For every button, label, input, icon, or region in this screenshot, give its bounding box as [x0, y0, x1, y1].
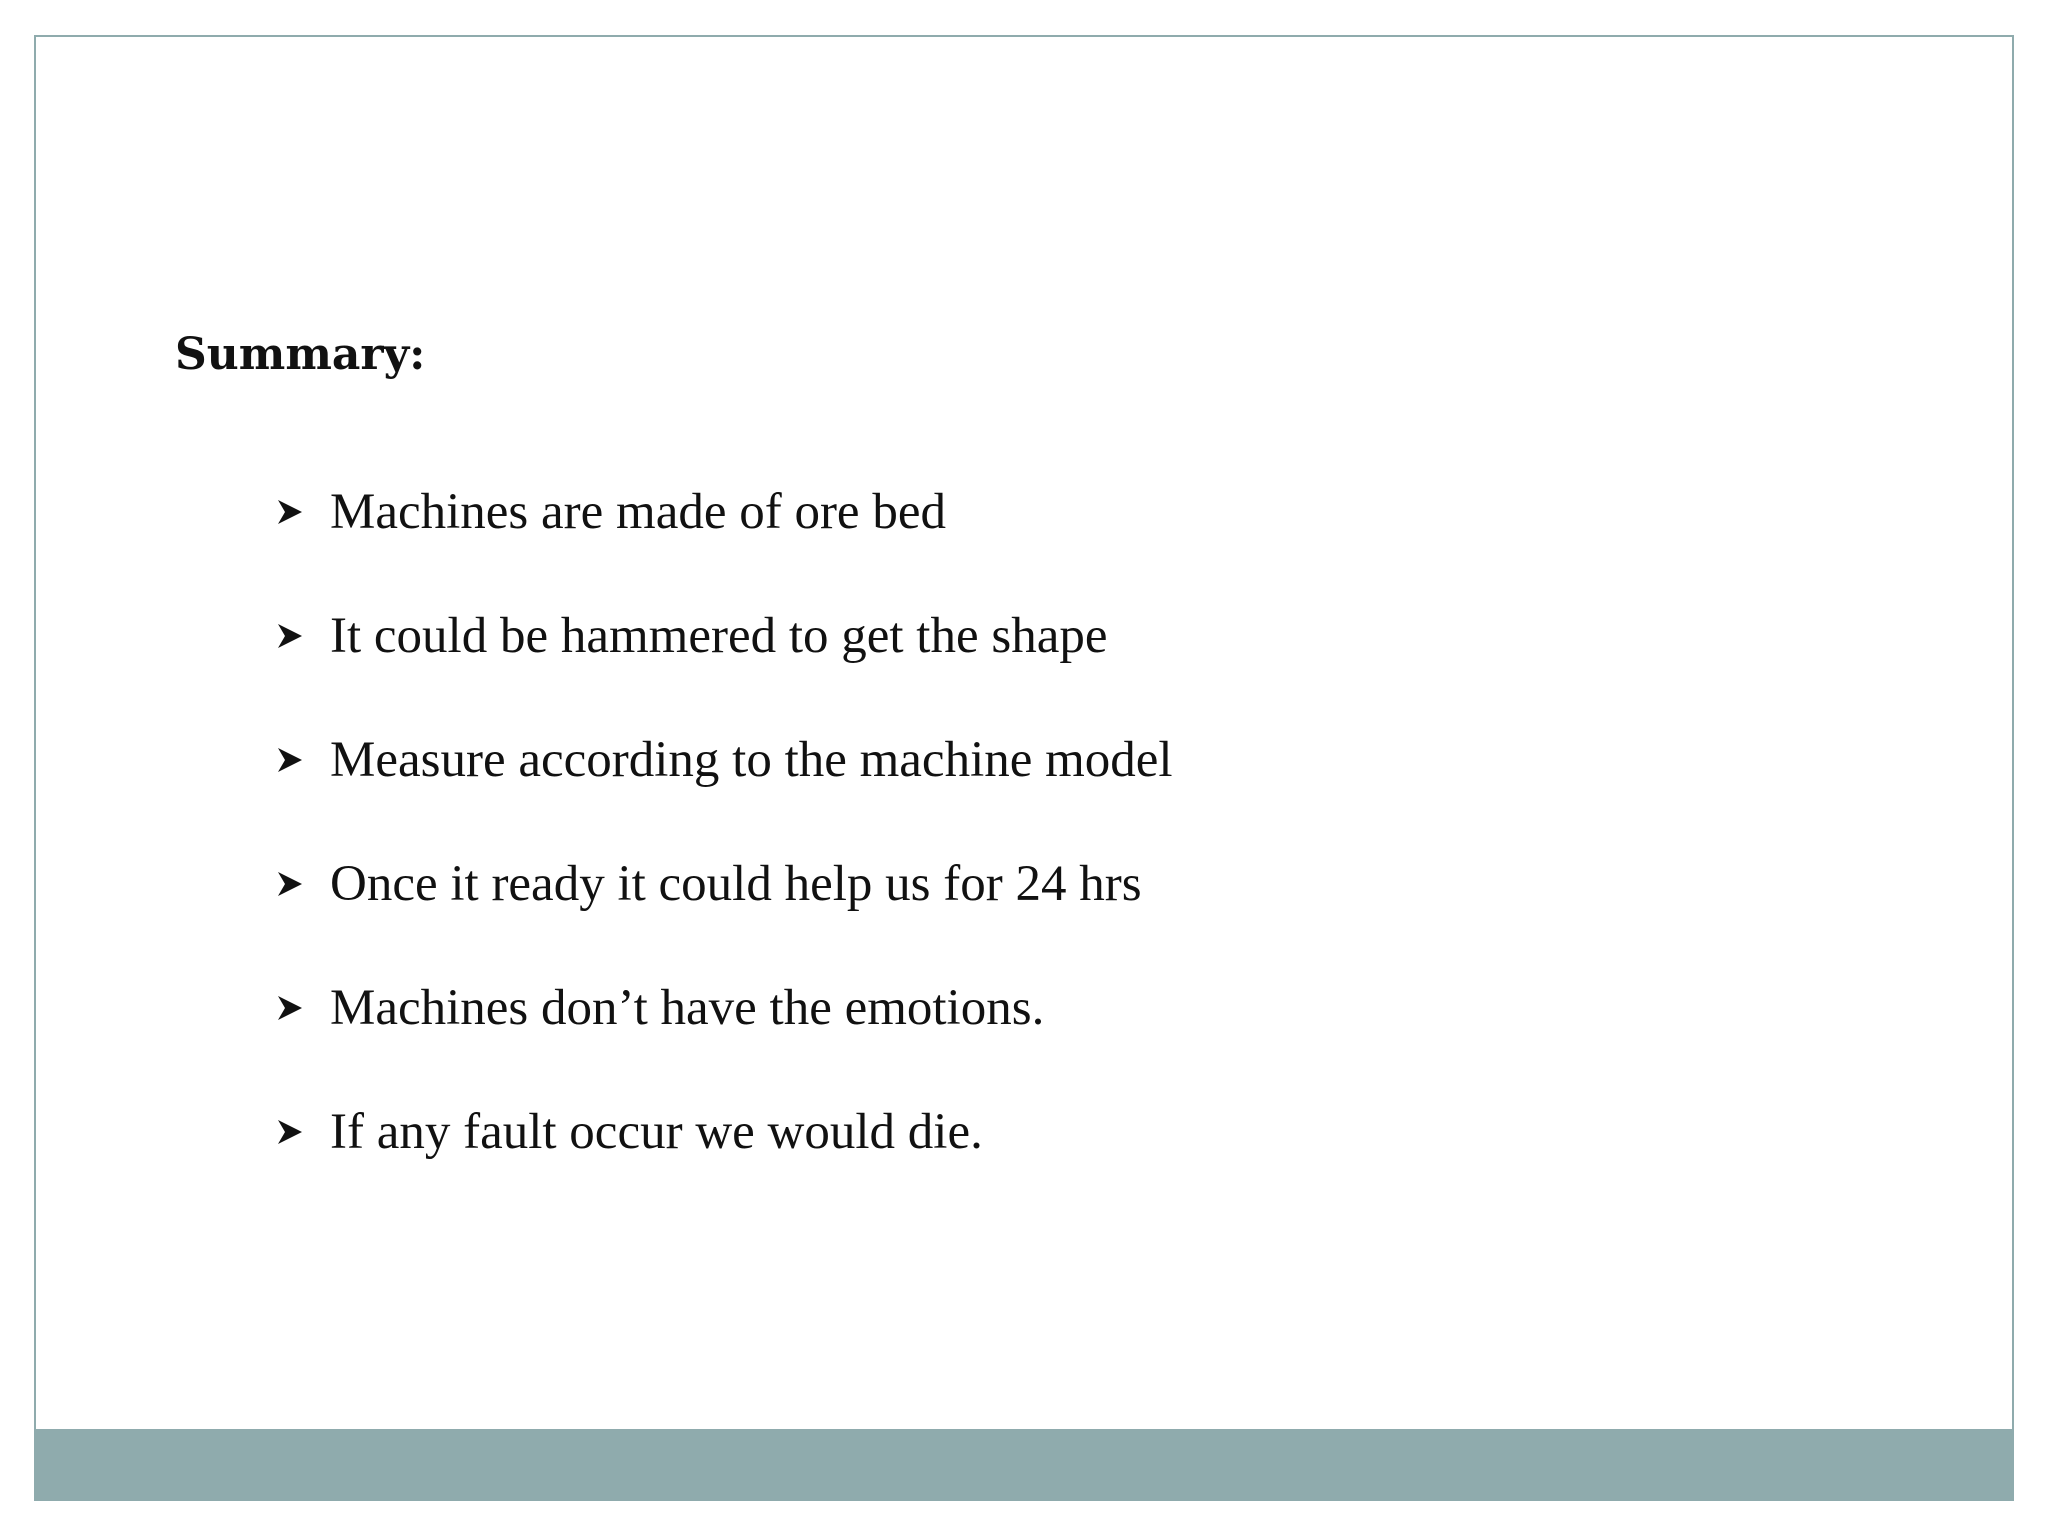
arrowhead-bullet-icon — [276, 1118, 330, 1146]
slide-frame — [34, 35, 2014, 1501]
bullet-list — [276, 450, 1173, 1194]
bullet-text: Once it ready it could help us for 24 hrs — [330, 856, 1142, 912]
bullet-text: Machines are made of ore bed — [330, 484, 946, 540]
list-item — [276, 946, 1173, 1070]
list-item — [276, 450, 1173, 574]
arrowhead-bullet-icon — [276, 994, 330, 1022]
arrowhead-bullet-icon — [276, 746, 330, 774]
slide-title: Summary: — [175, 329, 426, 380]
bullet-text: Measure according to the machine model — [330, 732, 1173, 788]
bullet-text: It could be hammered to get the shape — [330, 608, 1108, 664]
footer-bar — [36, 1429, 2012, 1499]
bullet-text: Machines don’t have the emotions. — [330, 980, 1045, 1036]
arrowhead-bullet-icon — [276, 498, 330, 526]
arrowhead-bullet-icon — [276, 622, 330, 650]
bullet-text: If any fault occur we would die. — [330, 1104, 983, 1160]
list-item — [276, 1070, 1173, 1194]
list-item — [276, 698, 1173, 822]
arrowhead-bullet-icon — [276, 870, 330, 898]
list-item — [276, 574, 1173, 698]
list-item — [276, 822, 1173, 946]
